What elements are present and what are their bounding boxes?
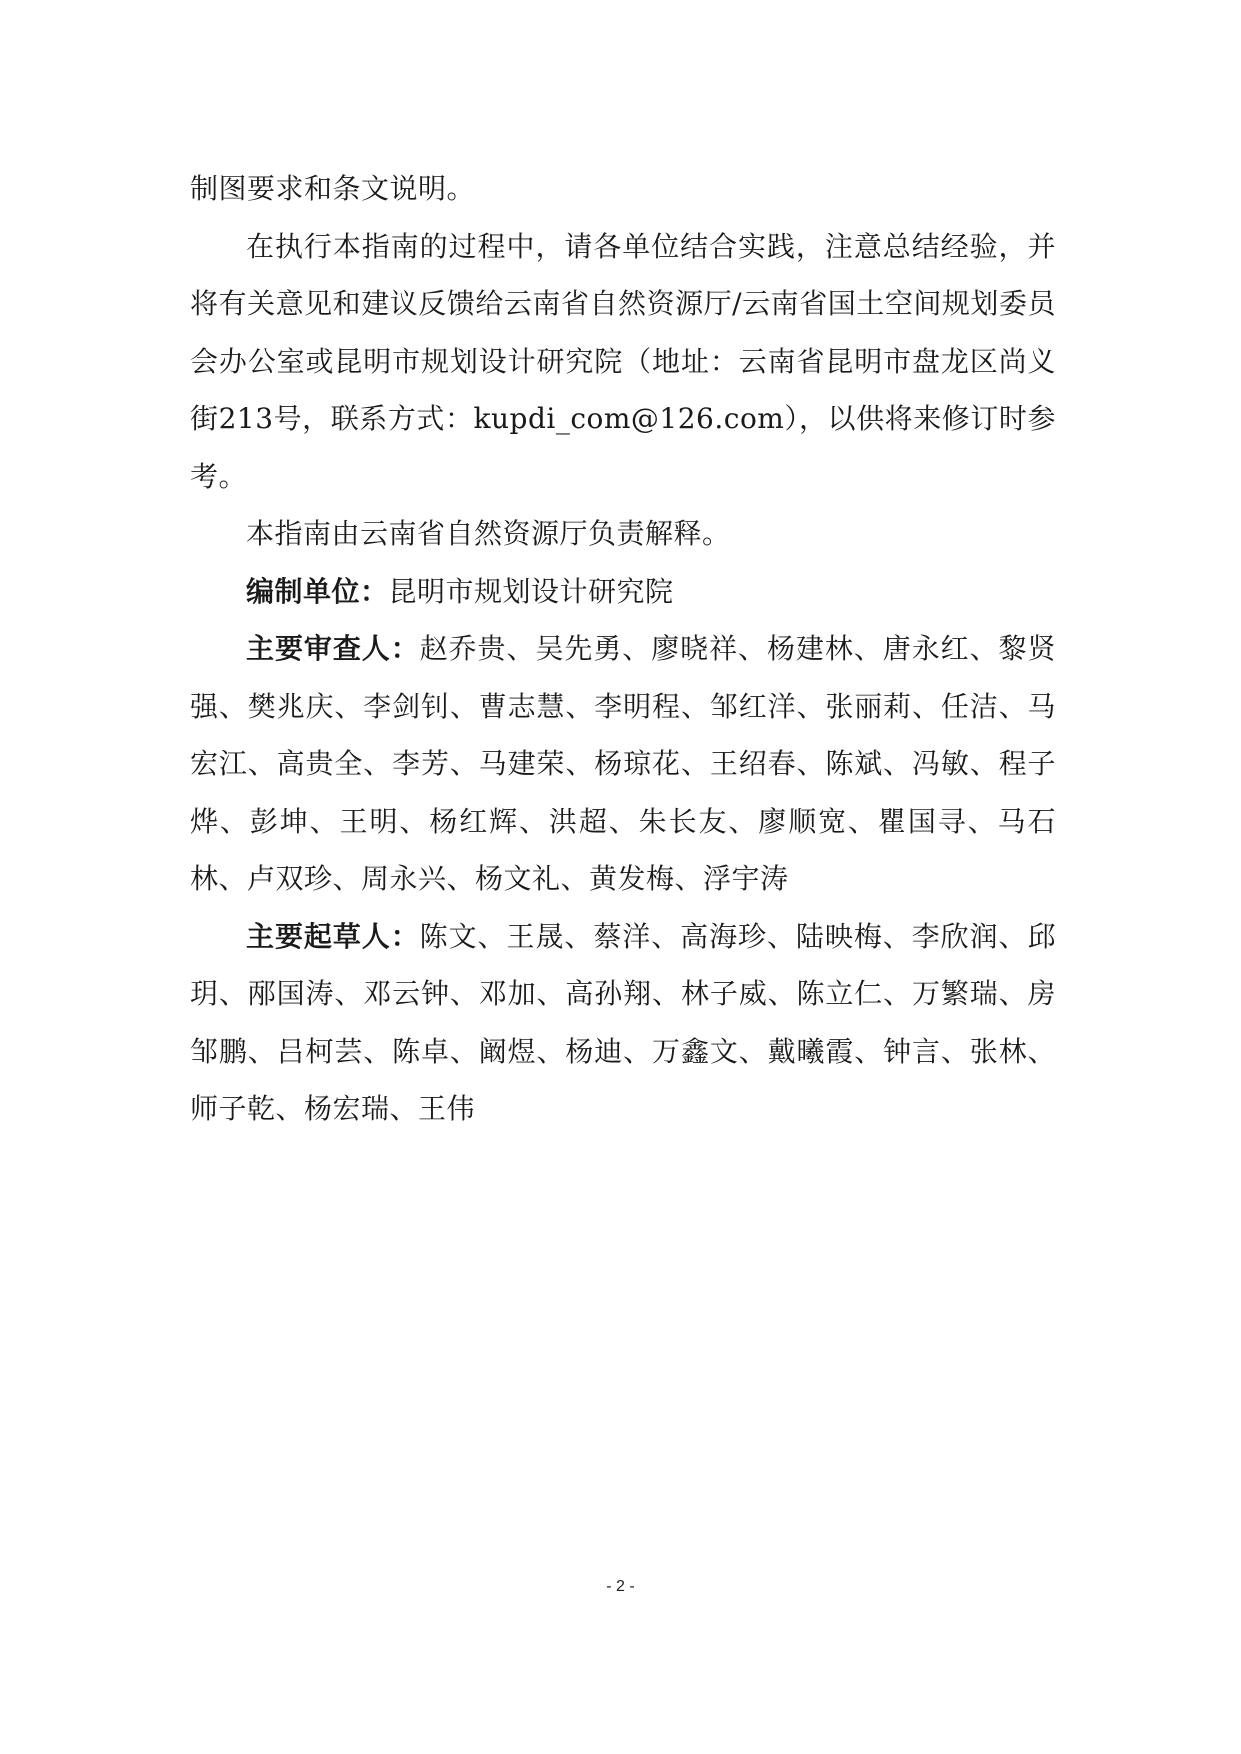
document-body: [190, 160, 1056, 1138]
drafters-label: 主要起草人：: [246, 919, 420, 953]
paragraph-feedback: 在执行本指南的过程中，请各单位结合实践，注意总结经验，并将有关意见和建议反馈给云南省自然资源厅/云南省国土空间规划委员会办公室或昆明市规划设计研究院（地址：云南省昆明市盘龙区尚义街213号，联系方式：kupdi_com@126.com），以供将来修订时参考。: [190, 229, 1056, 493]
drafters-line: [190, 908, 1056, 1138]
drafters-value: 陈文、王晟、蔡洋、高海珍、陆映梅、李欣润、邱玥、邴国涛、邓云钟、邓加、高孙翔、林子威、陈立仁、万繁瑞、房邹鹏、吕柯芸、陈卓、阚煜、杨迪、万鑫文、戴曦霞、钟言、张林、师子乾、杨宏瑞、王伟: [190, 919, 1056, 1125]
page-number: - 2 -: [606, 1578, 635, 1595]
paragraph-continuation: 制图要求和条文说明。: [190, 172, 476, 205]
paragraph-interpretation: 本指南由云南省自然资源厅负责解释。: [246, 517, 731, 550]
reviewers-label: 主要审查人：: [246, 632, 420, 665]
compiler-line: [190, 563, 1056, 621]
reviewers-value: 赵乔贵、吴先勇、廖晓祥、杨建林、唐永红、黎贤强、樊兆庆、李剑钊、曹志慧、李明程、邹红洋、张丽莉、任洁、马宏江、高贵全、李芳、马建荣、杨琼花、王绍春、陈斌、冯敏、程子烨、彭坤、王明、杨红辉、洪超、朱长友、廖顺宽、瞿国寻、马石林、卢双珍、周永兴、杨文礼、黄发梅、浮宇涛: [190, 632, 1056, 895]
reviewers-line: [190, 620, 1056, 908]
compiler-value: 昆明市规划设计研究院: [388, 574, 674, 608]
compiler-label: 编制单位：: [246, 574, 389, 608]
